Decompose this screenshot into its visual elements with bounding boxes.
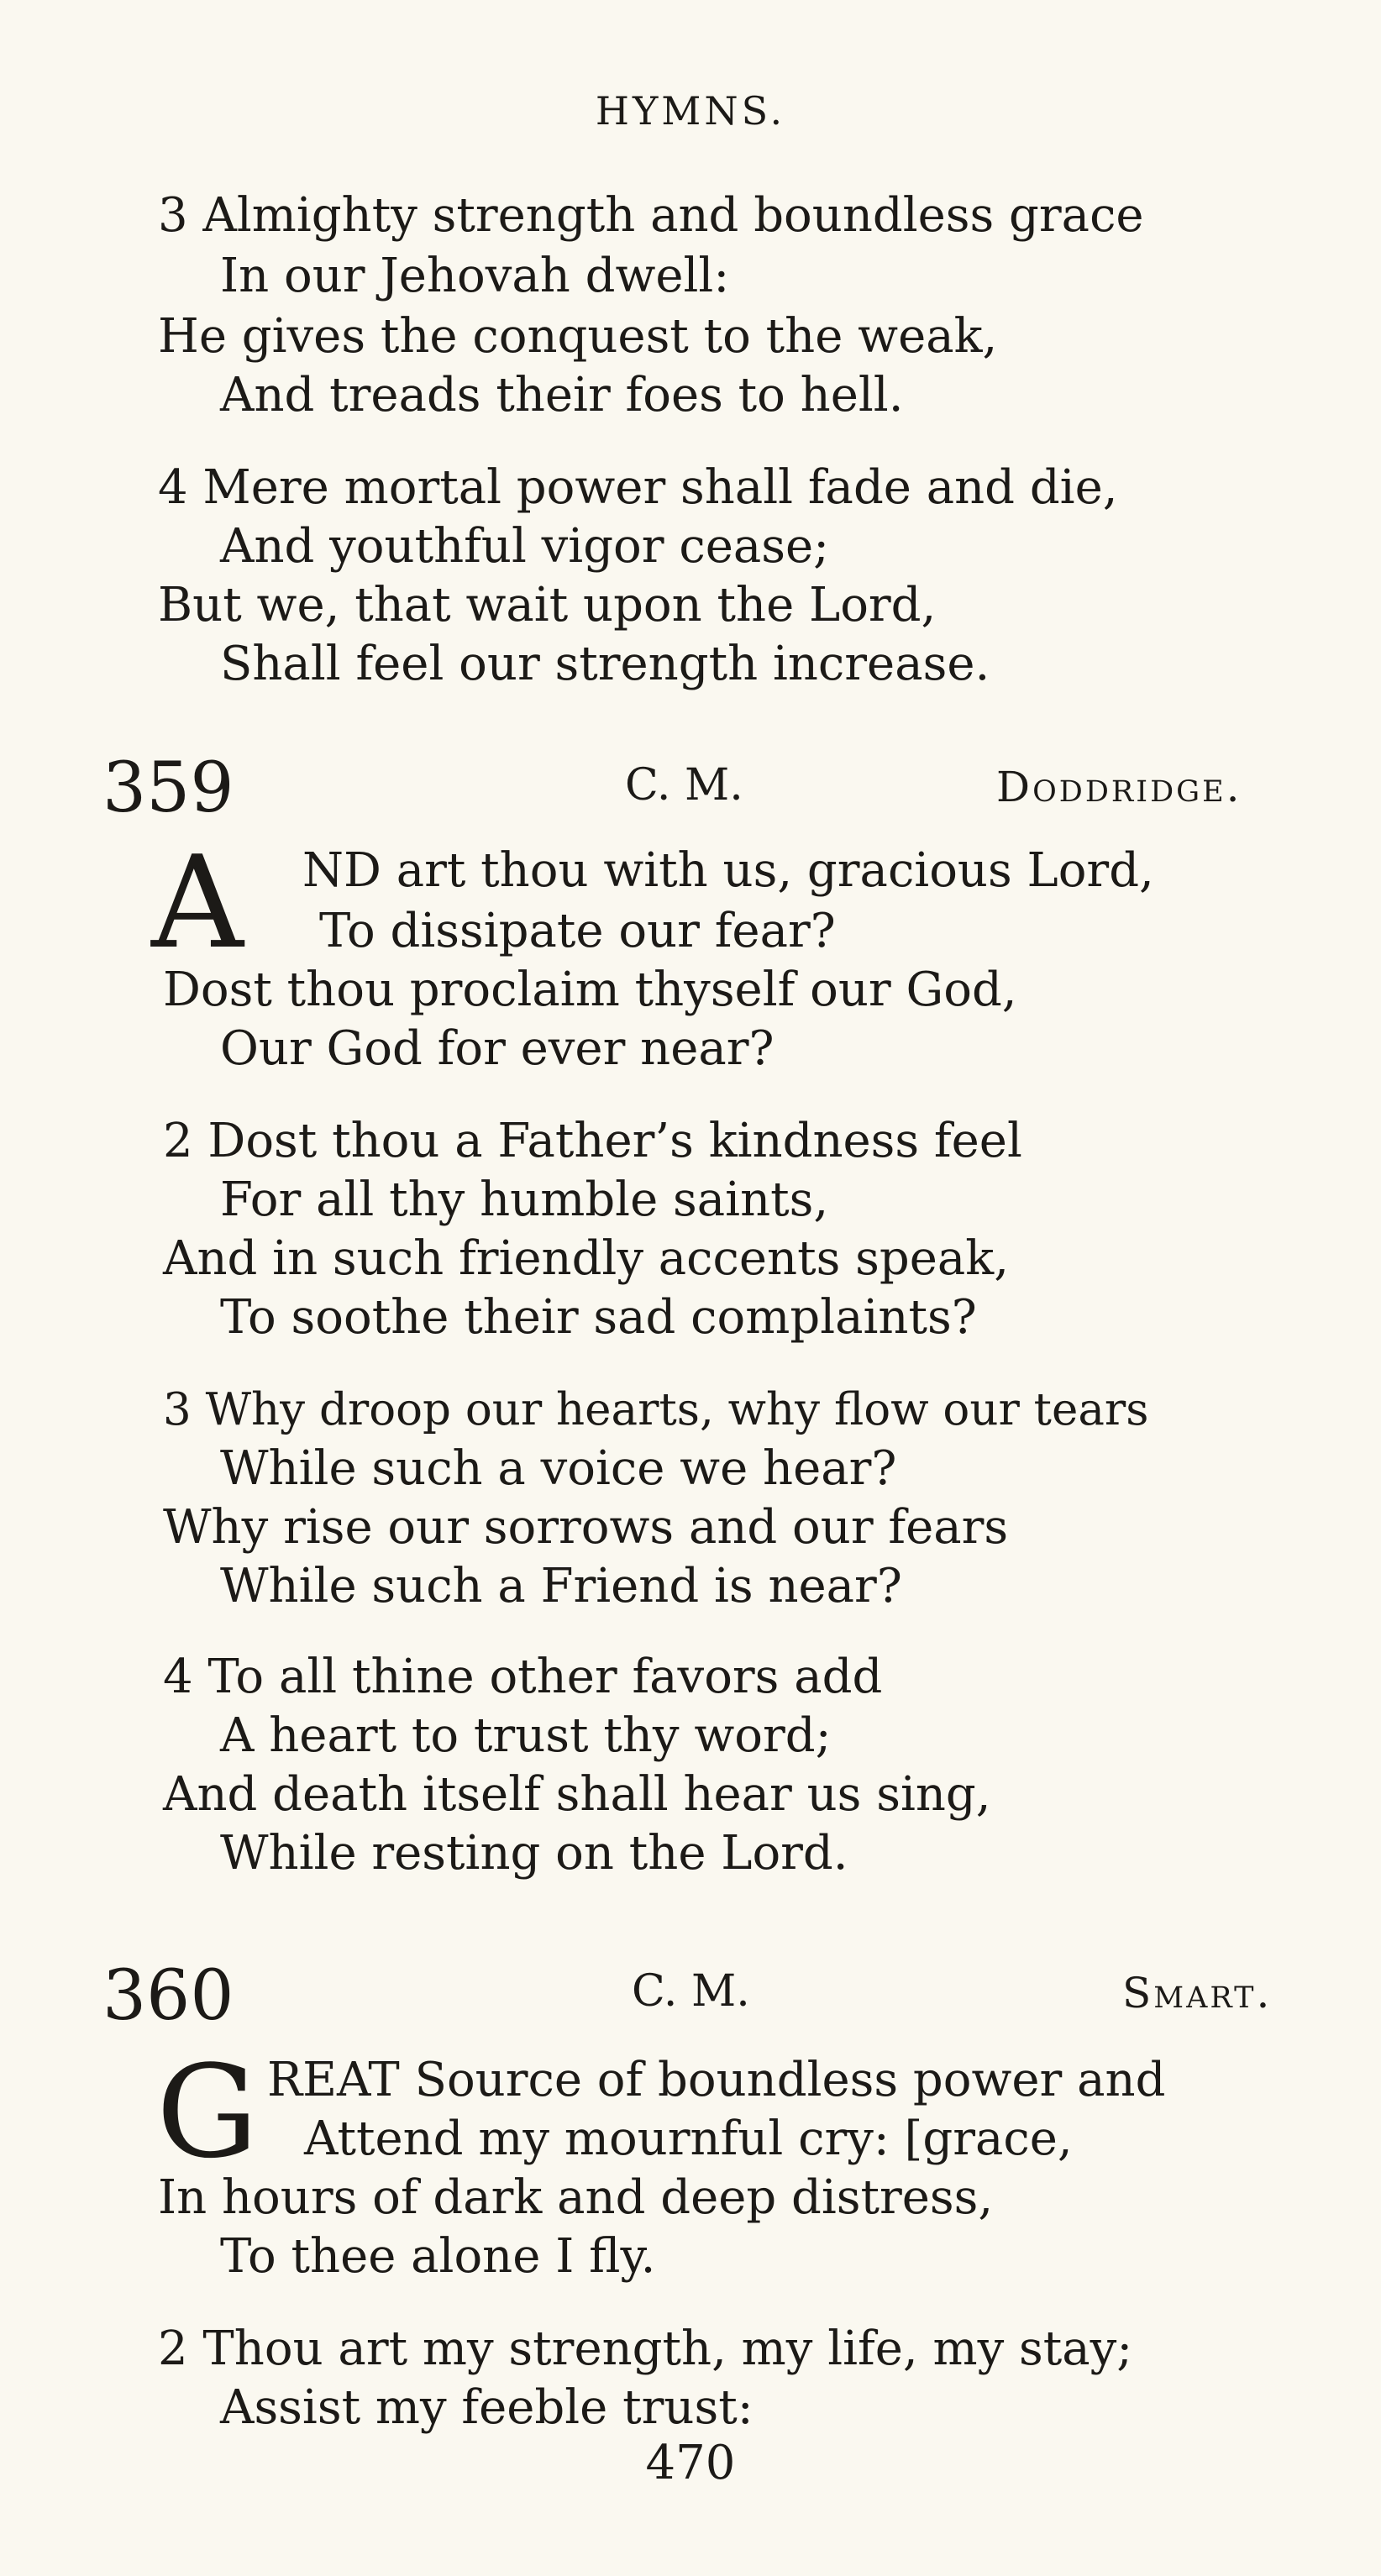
verse-line: And death itself shall hear us sing, [163, 1767, 991, 1822]
verse-line: While such a Friend is near? [220, 1559, 902, 1613]
verse-line: In hours of dark and deep distress, [158, 2170, 994, 2225]
verse-line: For all thy humble saints, [220, 1173, 829, 1227]
verse-line: But we, that wait upon the Lord, [158, 578, 937, 632]
verse-line: While resting on the Lord. [220, 1826, 848, 1881]
hymn-meter: C. M. [625, 760, 743, 811]
verse-line: And youthful vigor cease; [220, 519, 829, 574]
verse-line: 2 Thou art my strength, my life, my stay; [158, 2322, 1133, 2376]
hymn-number: 360 [102, 1956, 234, 2036]
drop-cap: G [156, 2038, 259, 2186]
verse-line: A heart to trust thy word; [220, 1708, 832, 1763]
verse-line: And in such friendly accents speak, [163, 1231, 1009, 1286]
verse-line: In our Jehovah dwell: [220, 249, 730, 303]
verse-line: 3 Almighty strength and boundless grace [158, 188, 1144, 243]
hymn-number: 359 [102, 748, 234, 828]
drop-cap: A [151, 828, 244, 977]
verse-line: Why rise our sorrows and our fears [163, 1500, 1009, 1555]
hymn-author: Doddridge. [996, 763, 1242, 811]
hymn-meter: C. M. [632, 1966, 750, 2017]
verse-line: 2 Dost thou a Father’s kindness feel [163, 1114, 1022, 1168]
verse-line: Shall feel our strength increase. [220, 637, 990, 691]
verse-line: He gives the conquest to the weak, [158, 309, 998, 364]
running-header: HYMNS. [595, 88, 786, 134]
verse-line: Our God for ever near? [220, 1021, 775, 1076]
page-number: 470 [645, 2436, 736, 2490]
verse-line: To dissipate our fear? [319, 904, 836, 958]
verse-line: To thee alone I fly. [220, 2229, 656, 2284]
verse-line: Attend my mournful cry: [grace, [304, 2112, 1073, 2166]
verse-line: While such a voice we hear? [220, 1441, 897, 1496]
verse-line: 4 Mere mortal power shall fade and die, [158, 460, 1118, 515]
verse-line: To soothe their sad complaints? [220, 1290, 977, 1345]
verse-line: ND art thou with us, gracious Lord, [302, 843, 1154, 898]
verse-line: And treads their foes to hell. [220, 368, 904, 422]
hymn-author: Smart. [1122, 1969, 1273, 2017]
verse-line: 4 To all thine other favors add [163, 1650, 883, 1704]
verse-line: Assist my feeble trust: [220, 2380, 754, 2435]
verse-line: REAT Source of boundless power and [267, 2053, 1166, 2107]
verse-line: 3 Why droop our hearts, why flow our tears [163, 1384, 1149, 1435]
verse-line: Dost thou proclaim thyself our God, [163, 963, 1017, 1017]
